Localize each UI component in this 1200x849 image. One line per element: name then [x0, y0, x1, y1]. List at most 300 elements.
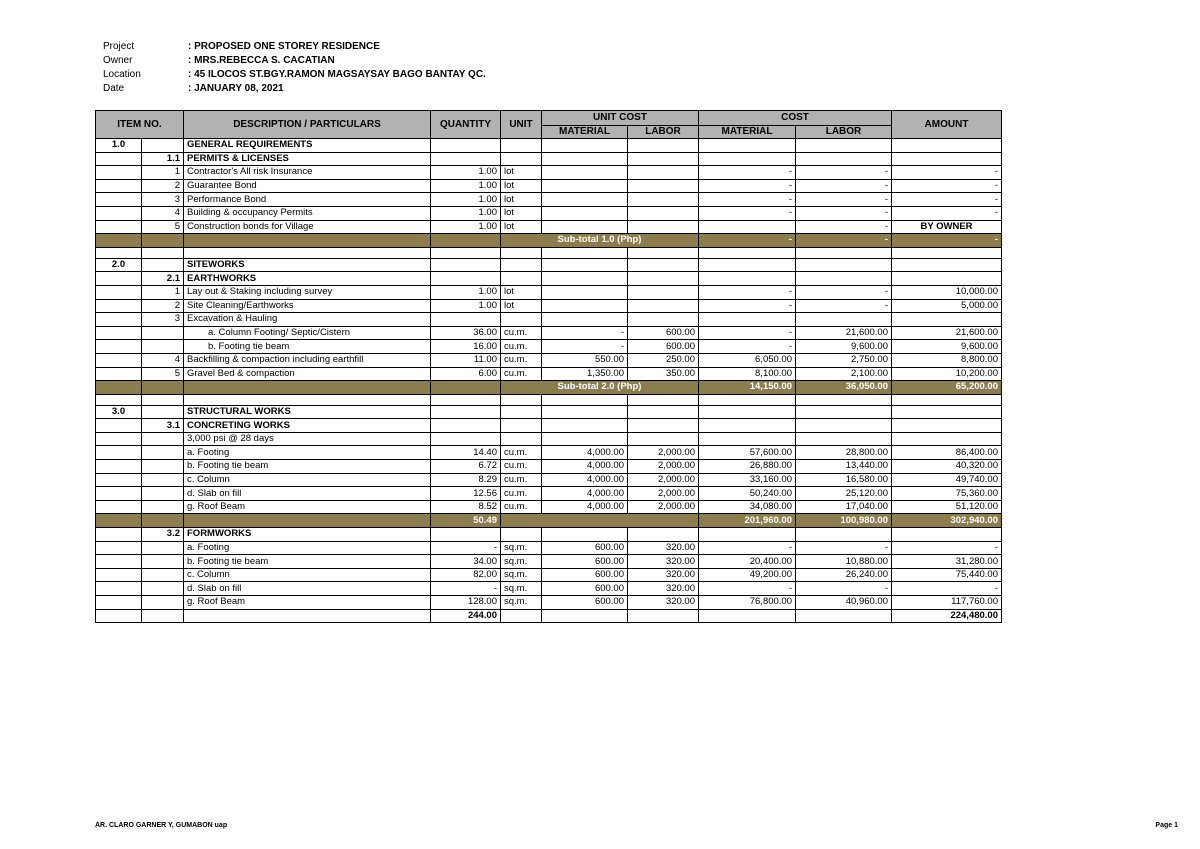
cell-item-no — [96, 206, 142, 220]
cell-item-no — [96, 487, 142, 501]
cell-quantity: 12.56 — [431, 487, 501, 501]
subtotal-label — [501, 514, 699, 528]
col-unit-cost: UNIT COST — [542, 111, 699, 126]
table-row — [96, 166, 1002, 180]
header-label: Date — [103, 83, 125, 94]
cell-amount: 75,360.00 — [892, 487, 1002, 501]
cell-item-no — [96, 193, 142, 207]
cell-quantity — [431, 152, 501, 166]
cell-item-no — [96, 541, 142, 555]
cell-sub-no — [142, 582, 184, 596]
cell-cost-material — [699, 139, 796, 153]
cell-unit: cu.m. — [501, 500, 542, 514]
cell-amount: 21,600.00 — [892, 326, 1002, 340]
cell-unit-material — [542, 419, 628, 433]
table-row — [96, 367, 1002, 381]
cell-cost-material: - — [699, 193, 796, 207]
cell-unit-material: 4,000.00 — [542, 446, 628, 460]
empty-cell — [431, 394, 501, 405]
table-row — [96, 568, 1002, 582]
cell-quantity: 1.00 — [431, 206, 501, 220]
cell-unit-labor — [628, 258, 699, 272]
cell-cost-labor: 36,050.00 — [796, 381, 892, 395]
cell-unit-material — [542, 179, 628, 193]
cell-quantity — [431, 272, 501, 286]
cell-item-no — [96, 460, 142, 474]
table-row — [96, 299, 1002, 313]
cell-cost-labor: 10,880.00 — [796, 555, 892, 569]
cell-quantity — [431, 432, 501, 446]
cell-description: SITEWORKS — [184, 258, 431, 272]
cell-unit: lot — [501, 285, 542, 299]
cell-amount: 9,600.00 — [892, 340, 1002, 354]
cell-quantity — [431, 405, 501, 419]
cell-unit — [501, 258, 542, 272]
cell-unit-labor — [628, 166, 699, 180]
cell-cost-labor: - — [796, 299, 892, 313]
cell-item-no — [96, 285, 142, 299]
cell-unit-material: 4,000.00 — [542, 487, 628, 501]
table-row — [96, 285, 1002, 299]
subtotal-label: Sub-total 1.0 (Php) — [501, 234, 699, 248]
cell-unit-labor — [628, 193, 699, 207]
cell-quantity: 6.72 — [431, 460, 501, 474]
cell-sub-no: 5 — [142, 220, 184, 234]
cell-quantity — [431, 258, 501, 272]
empty-cell — [184, 381, 431, 395]
cell-unit-material — [542, 272, 628, 286]
empty-cell — [96, 247, 142, 258]
cell-quantity: 1.00 — [431, 193, 501, 207]
header-row-date — [103, 82, 486, 96]
cell-unit: sq.m. — [501, 541, 542, 555]
cell-sub-no — [142, 568, 184, 582]
cell-sub-no: 2 — [142, 179, 184, 193]
cell-unit-material — [542, 220, 628, 234]
cell-quantity: 82.00 — [431, 568, 501, 582]
cell-description: 3,000 psi @ 28 days — [184, 432, 431, 446]
cell-unit-material — [542, 139, 628, 153]
empty-cell — [892, 394, 1002, 405]
cell-cost-material: - — [699, 582, 796, 596]
cell-quantity: 1.00 — [431, 179, 501, 193]
cell-sub-no — [142, 405, 184, 419]
table-row — [96, 487, 1002, 501]
cell-description: g. Roof Beam — [184, 596, 431, 610]
header-value: : JANUARY 08, 2021 — [188, 83, 284, 94]
cell-sub-no — [142, 555, 184, 569]
cell-quantity: - — [431, 582, 501, 596]
cell-description: Lay out & Staking including survey — [184, 285, 431, 299]
cell-quantity: 1.00 — [431, 285, 501, 299]
cell-cost-labor: 16,580.00 — [796, 473, 892, 487]
cell-unit — [501, 139, 542, 153]
cell-unit-material: 4,000.00 — [542, 460, 628, 474]
cell-unit-labor — [628, 609, 699, 623]
cell-cost-labor: - — [796, 541, 892, 555]
cell-cost-labor — [796, 139, 892, 153]
cell-quantity: - — [431, 541, 501, 555]
cell-sub-no — [142, 326, 184, 340]
cell-unit: lot — [501, 179, 542, 193]
cell-unit-material: 600.00 — [542, 541, 628, 555]
cell-cost-material — [699, 313, 796, 327]
cell-cost-labor: 13,440.00 — [796, 460, 892, 474]
cell-cost-labor: 40,960.00 — [796, 596, 892, 610]
cell-unit: sq.m. — [501, 582, 542, 596]
cell-amount — [892, 258, 1002, 272]
table-row — [96, 473, 1002, 487]
cell-amount: 302,940.00 — [892, 514, 1002, 528]
cell-cost-material — [699, 152, 796, 166]
table-row — [96, 220, 1002, 234]
cell-sub-no: 3.2 — [142, 528, 184, 542]
cell-unit: lot — [501, 220, 542, 234]
cell-unit-labor: 2,000.00 — [628, 446, 699, 460]
cell-amount: 10,000.00 — [892, 285, 1002, 299]
cell-amount: 31,280.00 — [892, 555, 1002, 569]
cell-sub-no: 2.1 — [142, 272, 184, 286]
empty-cell — [142, 234, 184, 248]
cell-sub-no: 1 — [142, 166, 184, 180]
cell-item-no — [96, 326, 142, 340]
col-cost-material: MATERIAL — [699, 126, 796, 139]
cell-unit-material — [542, 285, 628, 299]
cell-cost-labor: - — [796, 220, 892, 234]
cell-item-no — [96, 432, 142, 446]
cell-amount — [892, 272, 1002, 286]
table-row — [96, 313, 1002, 327]
cell-cost-labor: - — [796, 206, 892, 220]
cell-unit — [501, 528, 542, 542]
cell-sub-no — [142, 487, 184, 501]
table-header — [96, 111, 1002, 139]
cell-cost-material: - — [699, 206, 796, 220]
cell-unit: cu.m. — [501, 326, 542, 340]
col-unit-cost-labor: LABOR — [628, 126, 699, 139]
cell-unit: cu.m. — [501, 460, 542, 474]
cell-description: Performance Bond — [184, 193, 431, 207]
cell-item-no: 1.0 — [96, 139, 142, 153]
table-row — [96, 394, 1002, 405]
cell-unit: lot — [501, 166, 542, 180]
cell-cost-labor: 100,980.00 — [796, 514, 892, 528]
cell-unit-labor: 2,000.00 — [628, 487, 699, 501]
table-row — [96, 419, 1002, 433]
empty-cell — [796, 247, 892, 258]
cell-unit-material: 4,000.00 — [542, 473, 628, 487]
cell-unit-material — [542, 152, 628, 166]
header-value: : MRS.REBECCA S. CACATIAN — [188, 55, 335, 66]
cell-unit-labor — [628, 528, 699, 542]
col-unit-cost-material: MATERIAL — [542, 126, 628, 139]
empty-cell — [142, 394, 184, 405]
cell-cost-material: 26,880.00 — [699, 460, 796, 474]
empty-cell — [184, 234, 431, 248]
table-row — [96, 353, 1002, 367]
cell-unit-labor — [628, 139, 699, 153]
cell-sub-no: 1 — [142, 285, 184, 299]
cell-description: FORMWORKS — [184, 528, 431, 542]
cell-unit-material — [542, 193, 628, 207]
cell-item-no: 2.0 — [96, 258, 142, 272]
empty-cell — [628, 394, 699, 405]
table-row — [96, 234, 1002, 248]
footer-page-number: Page 1 — [1155, 822, 1178, 829]
cell-cost-labor — [796, 272, 892, 286]
table-row — [96, 193, 1002, 207]
cell-cost-material: - — [699, 326, 796, 340]
header-value: : 45 ILOCOS ST.BGY.RAMON MAGSAYSAY BAGO BANTAY QC. — [188, 69, 486, 80]
empty-cell — [431, 247, 501, 258]
cell-amount: - — [892, 541, 1002, 555]
empty-cell — [184, 247, 431, 258]
cell-cost-labor: 17,040.00 — [796, 500, 892, 514]
cell-cost-material — [699, 272, 796, 286]
cell-unit-material: 600.00 — [542, 582, 628, 596]
cell-quantity — [431, 234, 501, 248]
cell-description: STRUCTURAL WORKS — [184, 405, 431, 419]
cell-amount: - — [892, 234, 1002, 248]
col-cost: COST — [699, 111, 892, 126]
cell-cost-material: 14,150.00 — [699, 381, 796, 395]
cell-cost-material — [699, 405, 796, 419]
cell-cost-labor: 25,120.00 — [796, 487, 892, 501]
cell-quantity: 8.52 — [431, 500, 501, 514]
cell-sub-no: 3 — [142, 313, 184, 327]
cell-unit: cu.m. — [501, 446, 542, 460]
empty-cell — [142, 514, 184, 528]
cell-amount: 86,400.00 — [892, 446, 1002, 460]
cell-item-no — [96, 419, 142, 433]
cell-unit-material — [542, 432, 628, 446]
table-row — [96, 582, 1002, 596]
cell-sub-no — [142, 258, 184, 272]
cell-cost-labor: - — [796, 193, 892, 207]
cell-unit-material: 1,350.00 — [542, 367, 628, 381]
empty-cell — [184, 514, 431, 528]
cell-unit — [501, 313, 542, 327]
cell-unit-material — [542, 258, 628, 272]
cell-item-no — [96, 152, 142, 166]
table-row — [96, 500, 1002, 514]
cell-cost-labor — [796, 528, 892, 542]
cell-description: g. Roof Beam — [184, 500, 431, 514]
cell-cost-material — [699, 258, 796, 272]
cell-unit-labor — [628, 152, 699, 166]
cell-unit-material: - — [542, 340, 628, 354]
cell-description: Guarantee Bond — [184, 179, 431, 193]
table-row — [96, 609, 1002, 623]
empty-cell — [892, 247, 1002, 258]
cell-item-no — [96, 367, 142, 381]
col-description: DESCRIPTION / PARTICULARS — [184, 111, 431, 139]
cell-unit-labor: 600.00 — [628, 326, 699, 340]
cell-unit-material — [542, 528, 628, 542]
cell-item-no — [96, 299, 142, 313]
cell-cost-labor — [796, 609, 892, 623]
cell-item-no — [96, 500, 142, 514]
cell-cost-material: - — [699, 340, 796, 354]
cell-amount: 5,000.00 — [892, 299, 1002, 313]
cell-cost-labor: - — [796, 166, 892, 180]
cell-item-no — [96, 446, 142, 460]
cell-item-no — [96, 528, 142, 542]
empty-cell — [184, 394, 431, 405]
cell-cost-material: 57,600.00 — [699, 446, 796, 460]
cell-cost-labor — [796, 432, 892, 446]
cell-sub-no: 5 — [142, 367, 184, 381]
cell-amount: - — [892, 582, 1002, 596]
cell-item-no — [96, 220, 142, 234]
cell-description: c. Column — [184, 568, 431, 582]
table-row — [96, 541, 1002, 555]
cell-amount: 65,200.00 — [892, 381, 1002, 395]
cell-description: Building & occupancy Permits — [184, 206, 431, 220]
cell-quantity — [431, 313, 501, 327]
cell-sub-no: 4 — [142, 353, 184, 367]
cell-amount: - — [892, 166, 1002, 180]
cell-description — [184, 609, 431, 623]
table-row — [96, 340, 1002, 354]
empty-cell — [142, 381, 184, 395]
bill-of-quantities-table — [95, 110, 1002, 623]
cell-amount — [892, 432, 1002, 446]
cell-cost-labor — [796, 152, 892, 166]
table-row — [96, 139, 1002, 153]
cell-description: d. Slab on fill — [184, 582, 431, 596]
cell-amount: 117,760.00 — [892, 596, 1002, 610]
cell-quantity: 36.00 — [431, 326, 501, 340]
cell-quantity: 1.00 — [431, 220, 501, 234]
cell-sub-no — [142, 500, 184, 514]
empty-cell — [796, 394, 892, 405]
cell-item-no — [96, 568, 142, 582]
cell-cost-labor: 2,750.00 — [796, 353, 892, 367]
empty-cell — [628, 247, 699, 258]
cell-unit: cu.m. — [501, 487, 542, 501]
table-row — [96, 258, 1002, 272]
cell-cost-material: - — [699, 541, 796, 555]
cell-unit-material — [542, 313, 628, 327]
cell-quantity: 11.00 — [431, 353, 501, 367]
cell-amount: 8,800.00 — [892, 353, 1002, 367]
cell-unit-material: 600.00 — [542, 555, 628, 569]
table-row — [96, 432, 1002, 446]
cell-quantity — [431, 139, 501, 153]
cell-unit: cu.m. — [501, 353, 542, 367]
subtotal-label: Sub-total 2.0 (Php) — [501, 381, 699, 395]
cell-unit-labor: 320.00 — [628, 596, 699, 610]
cell-description: EARTHWORKS — [184, 272, 431, 286]
empty-cell — [699, 394, 796, 405]
col-amount: AMOUNT — [892, 111, 1002, 139]
cell-unit-material: 600.00 — [542, 596, 628, 610]
cell-amount: 51,120.00 — [892, 500, 1002, 514]
cell-cost-labor: 28,800.00 — [796, 446, 892, 460]
cell-cost-labor: 2,100.00 — [796, 367, 892, 381]
empty-cell — [96, 234, 142, 248]
cell-unit: cu.m. — [501, 340, 542, 354]
cell-sub-no — [142, 473, 184, 487]
cell-cost-material: 6,050.00 — [699, 353, 796, 367]
cell-quantity: 14.40 — [431, 446, 501, 460]
cell-unit-labor — [628, 179, 699, 193]
cell-unit: sq.m. — [501, 555, 542, 569]
cell-unit-labor — [628, 206, 699, 220]
cell-unit-labor — [628, 405, 699, 419]
cell-unit-material — [542, 299, 628, 313]
cell-cost-material: 50,240.00 — [699, 487, 796, 501]
table-row — [96, 555, 1002, 569]
cell-description: Gravel Bed & compaction — [184, 367, 431, 381]
cell-cost-material — [699, 220, 796, 234]
cell-description: Construction bonds for Village — [184, 220, 431, 234]
cell-quantity: 1.00 — [431, 166, 501, 180]
cell-unit-labor: 600.00 — [628, 340, 699, 354]
cell-quantity: 34.00 — [431, 555, 501, 569]
cell-unit-material — [542, 609, 628, 623]
cell-unit-labor: 2,000.00 — [628, 500, 699, 514]
cell-item-no: 3.0 — [96, 405, 142, 419]
cell-unit: lot — [501, 206, 542, 220]
cell-unit: lot — [501, 193, 542, 207]
table-row — [96, 152, 1002, 166]
cell-cost-material: - — [699, 179, 796, 193]
cell-item-no — [96, 340, 142, 354]
cell-item-no — [96, 596, 142, 610]
table-row — [96, 514, 1002, 528]
cell-unit-labor — [628, 432, 699, 446]
cell-unit: sq.m. — [501, 596, 542, 610]
cell-unit-labor — [628, 299, 699, 313]
header-row-location — [103, 68, 486, 82]
cell-unit — [501, 272, 542, 286]
cell-item-no — [96, 353, 142, 367]
empty-cell — [699, 247, 796, 258]
cell-amount — [892, 152, 1002, 166]
cell-unit-material — [542, 405, 628, 419]
cell-item-no — [96, 582, 142, 596]
cell-unit: lot — [501, 299, 542, 313]
cell-unit-labor: 350.00 — [628, 367, 699, 381]
cell-item-no — [96, 555, 142, 569]
cell-cost-material: 49,200.00 — [699, 568, 796, 582]
cell-unit — [501, 152, 542, 166]
cell-amount — [892, 528, 1002, 542]
cell-quantity: 128.00 — [431, 596, 501, 610]
cell-cost-material — [699, 609, 796, 623]
empty-cell — [501, 247, 542, 258]
cell-amount: BY OWNER — [892, 220, 1002, 234]
cell-cost-labor: - — [796, 285, 892, 299]
table-row — [96, 528, 1002, 542]
cell-unit-labor — [628, 419, 699, 433]
cell-cost-material: 33,160.00 — [699, 473, 796, 487]
cell-unit-labor: 250.00 — [628, 353, 699, 367]
table-row — [96, 206, 1002, 220]
cell-sub-no — [142, 139, 184, 153]
cell-description: d. Slab on fill — [184, 487, 431, 501]
cell-unit-labor: 320.00 — [628, 555, 699, 569]
cell-description: Backfilling & compaction including earthfill — [184, 353, 431, 367]
cell-description: CONCRETING WORKS — [184, 419, 431, 433]
cell-sub-no: 1.1 — [142, 152, 184, 166]
cell-description: GENERAL REQUIREMENTS — [184, 139, 431, 153]
table-row — [96, 460, 1002, 474]
cell-quantity: 8.29 — [431, 473, 501, 487]
cell-cost-labor — [796, 313, 892, 327]
